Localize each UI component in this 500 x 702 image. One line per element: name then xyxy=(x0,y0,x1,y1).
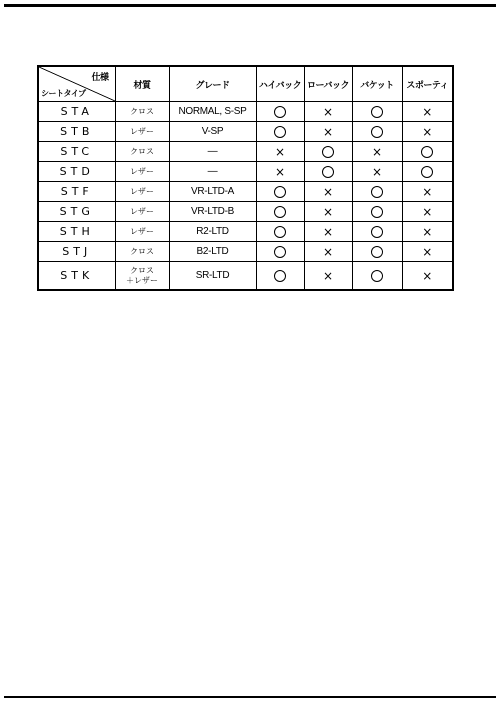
bucket-cell xyxy=(352,162,402,182)
circle-mark-icon xyxy=(274,106,286,118)
low-back-cell xyxy=(304,142,352,162)
circle-mark-icon xyxy=(371,106,383,118)
high-back-cell xyxy=(256,142,304,162)
grade-cell: VR-LTD-A xyxy=(169,182,256,202)
cross-mark-icon: × xyxy=(322,224,334,239)
high-back-cell xyxy=(256,222,304,242)
bucket-cell xyxy=(352,222,402,242)
circle-mark-icon xyxy=(371,186,383,198)
circle-mark-icon xyxy=(274,246,286,258)
seat-spec-table xyxy=(37,65,454,291)
circle-mark-icon xyxy=(371,226,383,238)
high-back-cell xyxy=(256,202,304,222)
circle-mark-icon xyxy=(371,206,383,218)
low-back-cell xyxy=(304,102,352,122)
circle-mark-icon xyxy=(274,206,286,218)
table-row xyxy=(38,182,453,202)
low-back-cell xyxy=(304,182,352,202)
seat-type-cell: STD xyxy=(38,162,115,182)
bucket-cell xyxy=(352,262,402,291)
seat-type-cell: STH xyxy=(38,222,115,242)
top-rule xyxy=(4,4,496,7)
cross-mark-icon: × xyxy=(422,124,433,139)
cross-mark-icon: × xyxy=(274,164,286,179)
material-cell: レザー xyxy=(115,122,169,142)
header-high-back: ハイバック xyxy=(256,66,304,102)
table-row xyxy=(38,122,453,142)
cross-mark-icon: × xyxy=(274,144,286,159)
seat-type-cell: STK xyxy=(38,262,115,291)
grade-cell: NORMAL, S-SP xyxy=(169,102,256,122)
cross-mark-icon: × xyxy=(322,124,334,139)
high-back-cell xyxy=(256,102,304,122)
table-row xyxy=(38,222,453,242)
bucket-cell xyxy=(352,242,402,262)
circle-mark-icon xyxy=(371,270,383,282)
circle-mark-icon xyxy=(421,166,433,178)
low-back-cell xyxy=(304,162,352,182)
seat-type-cell: STB xyxy=(38,122,115,142)
circle-mark-icon xyxy=(371,126,383,138)
sporty-cell xyxy=(402,102,453,122)
cross-mark-icon: × xyxy=(422,184,433,199)
circle-mark-icon xyxy=(322,146,334,158)
material-cell: クロス ＋レザー xyxy=(115,262,169,291)
cross-mark-icon: × xyxy=(322,244,334,259)
high-back-cell xyxy=(256,242,304,262)
header-material: 材質 xyxy=(115,66,169,102)
grade-cell: B2-LTD xyxy=(169,242,256,262)
sporty-cell xyxy=(402,202,453,222)
table-row xyxy=(38,162,453,182)
cross-mark-icon: × xyxy=(371,144,383,159)
sporty-cell xyxy=(402,142,453,162)
header-sporty: スポーティ xyxy=(402,66,453,102)
header-bucket: バケット xyxy=(352,66,402,102)
high-back-cell xyxy=(256,162,304,182)
header-grade: グレード xyxy=(169,66,256,102)
grade-cell: ― xyxy=(169,162,256,182)
material-cell: レザー xyxy=(115,202,169,222)
cross-mark-icon: × xyxy=(322,204,334,219)
material-cell: クロス xyxy=(115,142,169,162)
material-cell: レザー xyxy=(115,182,169,202)
cross-mark-icon: × xyxy=(422,224,433,239)
material-cell: クロス xyxy=(115,102,169,122)
circle-mark-icon xyxy=(322,166,334,178)
circle-mark-icon xyxy=(274,186,286,198)
header-seat-type-label: シートタイプ xyxy=(41,89,86,98)
grade-cell: VR-LTD-B xyxy=(169,202,256,222)
high-back-cell xyxy=(256,262,304,291)
table-body xyxy=(38,102,453,291)
table-row xyxy=(38,262,453,291)
low-back-cell xyxy=(304,262,352,291)
seat-type-cell: STJ xyxy=(38,242,115,262)
table-row xyxy=(38,102,453,122)
seat-type-cell: STC xyxy=(38,142,115,162)
header-low-back: ローバック xyxy=(304,66,352,102)
circle-mark-icon xyxy=(274,270,286,282)
high-back-cell xyxy=(256,182,304,202)
bucket-cell xyxy=(352,122,402,142)
header-row xyxy=(38,66,453,102)
sporty-cell xyxy=(402,262,453,291)
sporty-cell xyxy=(402,222,453,242)
cross-mark-icon: × xyxy=(422,204,433,219)
bottom-rule xyxy=(4,696,496,698)
seat-type-cell: STA xyxy=(38,102,115,122)
low-back-cell xyxy=(304,202,352,222)
cross-mark-icon: × xyxy=(422,268,433,283)
circle-mark-icon xyxy=(421,146,433,158)
circle-mark-icon xyxy=(274,126,286,138)
bucket-cell xyxy=(352,142,402,162)
low-back-cell xyxy=(304,222,352,242)
bucket-cell xyxy=(352,182,402,202)
material-cell: レザー xyxy=(115,222,169,242)
sporty-cell xyxy=(402,242,453,262)
cross-mark-icon: × xyxy=(322,184,334,199)
bucket-cell xyxy=(352,102,402,122)
high-back-cell xyxy=(256,122,304,142)
material-cell: クロス xyxy=(115,242,169,262)
sporty-cell xyxy=(402,122,453,142)
grade-cell: ― xyxy=(169,142,256,162)
cross-mark-icon: × xyxy=(422,244,433,259)
bucket-cell xyxy=(352,202,402,222)
cross-mark-icon: × xyxy=(322,104,334,119)
cross-mark-icon: × xyxy=(422,104,433,119)
cross-mark-icon: × xyxy=(371,164,383,179)
table-row xyxy=(38,142,453,162)
header-spec-label: 仕様 xyxy=(91,73,109,83)
sporty-cell xyxy=(402,182,453,202)
material-cell: レザー xyxy=(115,162,169,182)
seat-type-cell: STG xyxy=(38,202,115,222)
circle-mark-icon xyxy=(274,226,286,238)
seat-type-cell: STF xyxy=(38,182,115,202)
low-back-cell xyxy=(304,122,352,142)
low-back-cell xyxy=(304,242,352,262)
sporty-cell xyxy=(402,162,453,182)
grade-cell: SR-LTD xyxy=(169,262,256,291)
grade-cell: V-SP xyxy=(169,122,256,142)
grade-cell: R2-LTD xyxy=(169,222,256,242)
cross-mark-icon: × xyxy=(322,268,334,283)
table-row xyxy=(38,202,453,222)
header-corner-cell xyxy=(38,66,115,102)
circle-mark-icon xyxy=(371,246,383,258)
table-row xyxy=(38,242,453,262)
